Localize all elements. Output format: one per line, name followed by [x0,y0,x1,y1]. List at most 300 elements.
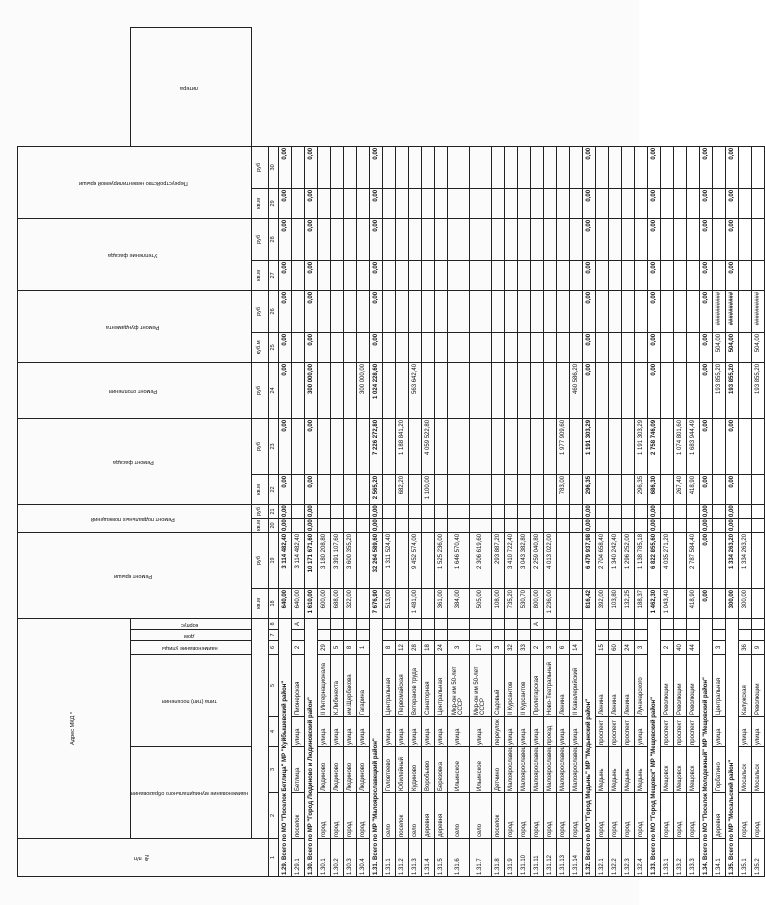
street-type-cell: улица [469,717,491,747]
value-cell-c29: 0,00 [278,188,291,218]
value-cell-c22 [738,474,751,504]
value-cell-c28 [382,218,395,260]
table-row [517,28,530,877]
municipality-cell: город [673,793,686,839]
table-body [278,28,764,877]
value-cell-c22: 0,00 [725,474,738,504]
value-cell-c18: 513,00 [382,588,395,618]
value-cell-c30 [673,146,686,188]
value-cell-c30 [330,146,343,188]
value-cell-c26 [621,290,634,332]
value-cell-c26 [343,290,356,332]
value-cell-c21 [621,504,634,518]
value-cell-c21 [382,504,395,518]
value-cell-c18: 530,70 [517,588,530,618]
value-cell-c19: 1 646 570,40 [447,532,469,588]
col-num: 29 [268,188,278,218]
value-cell-c28: 0,00 [699,218,712,260]
value-cell-c22 [491,474,504,504]
value-cell-c30 [504,146,517,188]
street-type-cell: улица [395,717,408,747]
value-cell-c28 [317,218,330,260]
street-cell: Il Курсантов [517,655,530,717]
value-cell-c18 [556,588,569,618]
letter-cell [608,618,621,629]
building-cell [738,630,751,641]
value-cell-c29: 0,00 [647,188,660,218]
value-cell-c27 [517,260,530,290]
value-cell-c26 [556,290,569,332]
street-cell: Ветеранов труда [408,655,421,717]
value-cell-c19: 2 704 658,40 [595,532,608,588]
street-type-cell: проспект [595,717,608,747]
unit-rub: руб [251,218,268,260]
value-cell-c23: 2 758 746,09 [647,418,660,474]
value-cell-c20 [343,518,356,532]
table-row [634,28,647,877]
subtotal-label: 1.30. Всего по МР "Город Людиново и Людиновский район" [304,618,317,876]
value-cell-c23 [291,418,304,474]
street-cell: Революции [660,655,673,717]
value-cell-c21: 0,00 [725,504,738,518]
value-cell-c27 [434,260,447,290]
value-cell-c30 [751,146,764,188]
table-row [751,28,764,877]
value-cell-c23 [543,418,556,474]
value-cell-c24: 0,00 [278,362,291,418]
house-cell: 1 [356,641,369,655]
value-cell-c26 [421,290,434,332]
value-cell-c22: 296,35 [634,474,647,504]
value-cell-c21 [343,504,356,518]
lift-header: Переустройство невентилируемой крыши [18,146,252,218]
col-num: 4 [268,717,278,747]
letter-cell [356,618,369,629]
value-cell-c21 [395,504,408,518]
value-cell-c25 [330,332,343,362]
value-cell-c29: 0,00 [725,188,738,218]
value-cell-c22 [469,474,491,504]
value-cell-c25 [447,332,469,362]
value-cell-c30 [408,146,421,188]
building-header: корпус [131,618,252,629]
building-cell [356,630,369,641]
building-cell [634,630,647,641]
value-cell-c30 [517,146,530,188]
value-cell-c22: 0,00 [278,474,291,504]
building-cell [569,630,582,641]
row-number: 1.31.7 [469,839,491,877]
house-cell: 3 [447,641,469,655]
value-cell-c27 [738,260,751,290]
col-num: 18 [268,588,278,618]
value-cell-c24 [621,362,634,418]
value-cell-c22 [504,474,517,504]
subtotal-row [699,28,712,877]
street-type-cell: улица [421,717,434,747]
value-cell-c18: 418,90 [686,588,699,618]
value-cell-c30 [356,146,369,188]
value-cell-c24 [608,362,621,418]
value-cell-c30 [434,146,447,188]
building-cell [543,630,556,641]
value-cell-c30 [530,146,543,188]
street-type-cell: улица [738,717,751,747]
value-cell-c20 [356,518,369,532]
value-cell-c26 [395,290,408,332]
value-cell-c28: 0,00 [369,218,382,260]
street-cell: Первомайская [395,655,408,717]
value-cell-c30: 0,00 [278,146,291,188]
value-cell-c25 [660,332,673,362]
value-cell-c18: 392,00 [595,588,608,618]
value-cell-c18 [356,588,369,618]
building-cell [382,630,395,641]
value-cell-c27 [556,260,569,290]
value-cell-c19: 3 410 722,40 [504,532,517,588]
unit-rub: руб [251,362,268,418]
value-cell-c18: 384,00 [447,588,469,618]
settlement-cell: Кудиново [408,747,421,793]
letter-cell [447,618,469,629]
municipality-cell: поселок [491,793,504,839]
value-cell-c18: 600,00 [317,588,330,618]
value-cell-c19: 293 887,20 [491,532,504,588]
row-number: 1.31.14 [569,839,582,877]
value-cell-c26 [517,290,530,332]
value-cell-c22: 296,35 [582,474,595,504]
value-cell-c23: 1 191 303,29 [634,418,647,474]
value-cell-c24: 300 000,00 [304,362,317,418]
street-type-cell: проспект [621,717,634,747]
value-cell-c23 [343,418,356,474]
street-cell: Санаторная [421,655,434,717]
value-cell-c24: 563 642,40 [408,362,421,418]
value-cell-c21 [317,504,330,518]
value-cell-c24 [317,362,330,418]
house-cell: 3 [634,641,647,655]
building-cell [595,630,608,641]
value-cell-c29 [469,188,491,218]
value-cell-c18 [395,588,408,618]
value-cell-c29 [421,188,434,218]
value-cell-c18: 132,25 [621,588,634,618]
value-cell-c18: 1 043,40 [660,588,673,618]
unit-sqm: кв.м [251,588,268,618]
value-cell-c23: 0,00 [725,418,738,474]
value-cell-c22: 682,20 [395,474,408,504]
value-cell-c28 [569,218,582,260]
table-row [673,28,686,877]
value-cell-c22: 0,00 [304,474,317,504]
value-cell-c27: 0,00 [278,260,291,290]
house-cell: 15 [595,641,608,655]
value-cell-c20 [738,518,751,532]
value-cell-c21 [504,504,517,518]
settlement-cell: Горбатино [712,747,725,793]
house-header: дом [131,630,252,641]
value-cell-c28 [608,218,621,260]
value-cell-c26 [569,290,582,332]
value-cell-c26 [356,290,369,332]
row-number: 1.31.9 [504,839,517,877]
settlement-cell: Медынь [595,747,608,793]
street-cell: Ленина [621,655,634,717]
col-num: 7 [268,630,278,641]
value-cell-c30 [469,146,491,188]
street-cell: Мкр-он им 50-лет СССР [447,655,469,717]
value-cell-c24: 0,00 [699,362,712,418]
value-cell-c27 [382,260,395,290]
col-num: 6 [268,641,278,655]
value-cell-c26 [673,290,686,332]
value-cell-c30: 0,00 [304,146,317,188]
value-cell-c29 [491,188,504,218]
value-cell-c22 [291,474,304,504]
value-cell-c30 [395,146,408,188]
street-header: наименование улицы [131,641,252,655]
settlement-cell: Березовка [434,747,447,793]
value-cell-c22 [382,474,395,504]
column-number-row [268,28,278,877]
settlement-cell: Ильинское [447,747,469,793]
value-cell-c30: 0,00 [699,146,712,188]
street-cell: Революции [686,655,699,717]
value-cell-c21 [556,504,569,518]
col-num: 25 [268,332,278,362]
unit-rub: руб [251,504,268,518]
value-cell-c20 [686,518,699,532]
municipality-cell: деревня [712,793,725,839]
street-type-cell: проезд [543,717,556,747]
value-cell-c30 [712,146,725,188]
value-cell-c24 [530,362,543,418]
value-cell-c19 [751,532,764,588]
value-cell-c27 [621,260,634,290]
value-cell-c28 [491,218,504,260]
col-num: 28 [268,218,278,260]
street-type-cell: улица [408,717,421,747]
value-cell-c25 [291,332,304,362]
value-cell-c29 [517,188,530,218]
letter-cell [660,618,673,629]
value-cell-c22 [608,474,621,504]
value-cell-c19 [569,532,582,588]
value-cell-c23 [608,418,621,474]
table-row [543,28,556,877]
house-cell: 40 [673,641,686,655]
building-cell [660,630,673,641]
value-cell-c22 [356,474,369,504]
value-cell-c28 [517,218,530,260]
value-cell-c20: 0,00 [725,518,738,532]
value-cell-c28: 0,00 [304,218,317,260]
value-cell-c24 [469,362,491,418]
value-cell-c25: 0,00 [699,332,712,362]
value-cell-c21: 0,00 [369,504,382,518]
value-cell-c29: 0,00 [369,188,382,218]
value-cell-c21 [330,504,343,518]
table-row [491,28,504,877]
letter-cell [556,618,569,629]
value-cell-c19: 4 013 022,00 [543,532,556,588]
subtotal-row [647,28,660,877]
value-cell-c26: 0,00 [278,290,291,332]
settlement-cell: Людиново [330,747,343,793]
letter-cell [330,618,343,629]
value-cell-c24: 0,00 [647,362,660,418]
value-cell-c25 [530,332,543,362]
value-cell-c26: ########## [751,290,764,332]
municipality-cell: село [469,793,491,839]
value-cell-c18 [421,588,434,618]
building-cell [395,630,408,641]
letter-cell [491,618,504,629]
value-cell-c30 [291,146,304,188]
value-cell-c27: 0,00 [725,260,738,290]
facade-header: Ремонт фасада [18,418,252,504]
value-cell-c19: 1 525 236,00 [434,532,447,588]
value-cell-c28: 0,00 [725,218,738,260]
value-cell-c24 [595,362,608,418]
value-cell-c27 [421,260,434,290]
street-type-cell: улица [569,717,582,747]
table-row [421,28,434,877]
value-cell-c21 [543,504,556,518]
row-number: 1.30.4 [356,839,369,877]
street-type-cell: проспект [660,717,673,747]
col-num: 30 [268,146,278,188]
subtotal-label: 1.32. Всего по МО "Город Медынь" МР "Медынский район" [582,618,595,876]
street-type-cell: улица [343,717,356,747]
settlement-cell: Воробьево [421,747,434,793]
value-cell-c25 [356,332,369,362]
value-cell-c21 [634,504,647,518]
street-type-cell: улица [517,717,530,747]
value-cell-c29 [751,188,764,218]
street-type-cell: проспект [608,717,621,747]
house-cell: 60 [608,641,621,655]
rotated-table-sheet [17,27,761,877]
value-cell-c20 [291,518,304,532]
value-cell-c29 [291,188,304,218]
row-number: 1.33.3 [686,839,699,877]
value-cell-c29 [434,188,447,218]
value-cell-c28 [530,218,543,260]
value-cell-c27 [660,260,673,290]
house-cell: 33 [517,641,530,655]
value-cell-c18: 1 610,00 [304,588,317,618]
value-cell-c22 [660,474,673,504]
building-cell [330,630,343,641]
settlement-cell: Малоярославец [517,747,530,793]
value-cell-c19 [356,532,369,588]
row-number: 1.31.5 [434,839,447,877]
value-cell-c19: 1 296 252,00 [621,532,634,588]
letter-cell [738,618,751,629]
value-cell-c27 [543,260,556,290]
value-cell-c26: 0,00 [582,290,595,332]
value-cell-c27 [408,260,421,290]
house-cell: 44 [686,641,699,655]
row-number: 1.35.1 [738,839,751,877]
value-cell-c29 [447,188,469,218]
value-cell-c23 [738,418,751,474]
num-header: № п/п [18,839,269,877]
col-num: 2 [268,793,278,839]
value-cell-c19 [556,532,569,588]
value-cell-c20 [595,518,608,532]
value-cell-c19: 1 311 524,40 [382,532,395,588]
value-cell-c21 [738,504,751,518]
value-cell-c18 [751,588,764,618]
value-cell-c20: 0,00 [369,518,382,532]
value-cell-c21 [291,504,304,518]
street-cell: Il Кавалерийский [569,655,582,717]
building-cell [608,630,621,641]
value-cell-c23 [530,418,543,474]
value-cell-c25 [317,332,330,362]
value-cell-c19: 3 114 482,40 [291,532,304,588]
value-cell-c23: 1 074 801,60 [673,418,686,474]
value-cell-c20 [751,518,764,532]
street-type-cell: улица [504,717,517,747]
value-cell-c23 [447,418,469,474]
street-cell: Пионерская [291,655,304,717]
value-cell-c20 [673,518,686,532]
value-cell-c28 [408,218,421,260]
street-type-cell: улица [356,717,369,747]
letter-cell [504,618,517,629]
value-cell-c29 [595,188,608,218]
value-cell-c28: 0,00 [582,218,595,260]
value-cell-c30: 0,00 [725,146,738,188]
value-cell-c21 [517,504,530,518]
value-cell-c28 [673,218,686,260]
value-cell-c29 [343,188,356,218]
value-cell-c29 [673,188,686,218]
building-cell [491,630,504,641]
value-cell-c26 [434,290,447,332]
value-cell-c23: 0,00 [699,418,712,474]
value-cell-c23: 1 191 303,29 [582,418,595,474]
value-cell-c30 [738,146,751,188]
table-row [382,28,395,877]
col-num: 19 [268,532,278,588]
municipality-cell: город [621,793,634,839]
value-cell-c28 [421,218,434,260]
value-cell-c23: 7 226 272,80 [369,418,382,474]
value-cell-c25 [608,332,621,362]
value-cell-c21 [595,504,608,518]
value-cell-c30 [660,146,673,188]
value-cell-c19: 10 171 671,60 [304,532,317,588]
table-row [395,28,408,877]
value-cell-c23 [317,418,330,474]
value-cell-c24 [382,362,395,418]
value-cell-c18: 505,00 [469,588,491,618]
value-cell-c26 [686,290,699,332]
subtotal-row [278,28,291,877]
street-cell: им.Щербакова [343,655,356,717]
value-cell-c30 [634,146,647,188]
table-row [660,28,673,877]
value-cell-c18: 108,00 [491,588,504,618]
street-cell: Ленина [595,655,608,717]
letter-cell [434,618,447,629]
value-cell-c26 [543,290,556,332]
municipality-cell: деревня [434,793,447,839]
